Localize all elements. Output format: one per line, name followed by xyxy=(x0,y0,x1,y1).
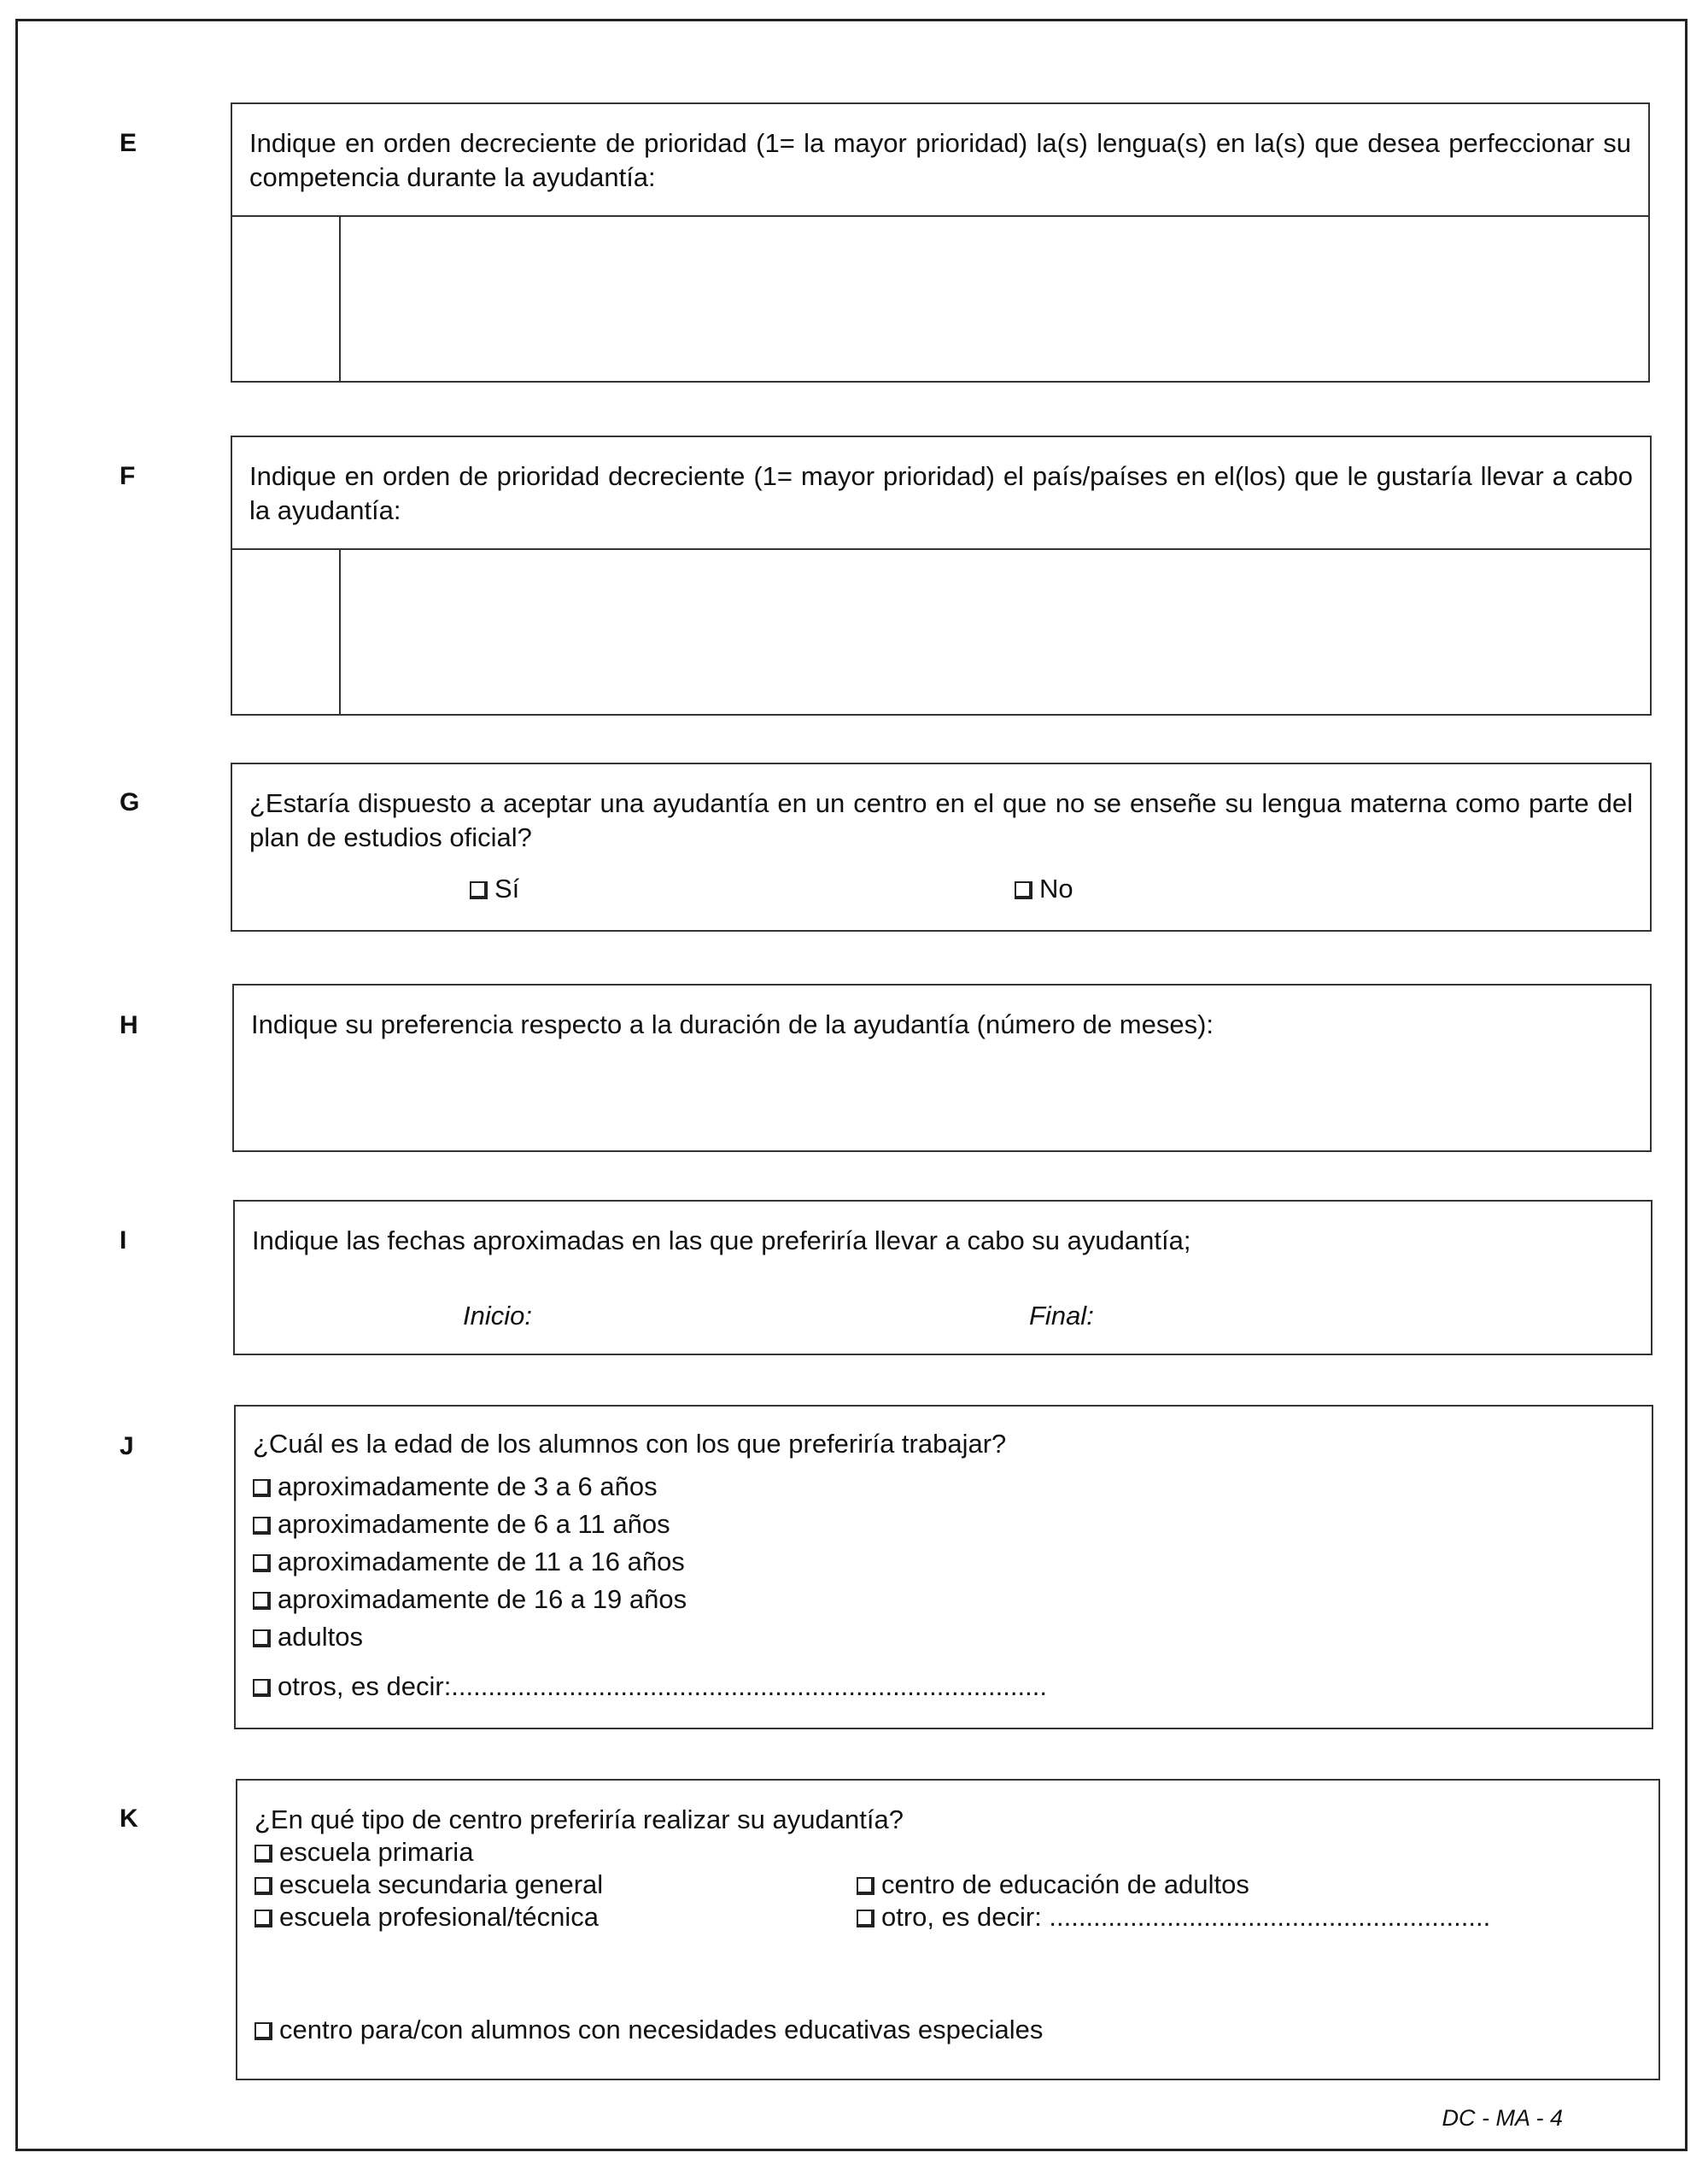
end-date-label: Final: xyxy=(1029,1301,1094,1331)
checkbox-icon[interactable] xyxy=(253,1479,271,1497)
checkbox-icon[interactable] xyxy=(857,1877,874,1895)
checkbox-icon[interactable] xyxy=(254,2022,272,2040)
option-other-age[interactable]: otros, es decir:................................................................................. xyxy=(253,1668,1047,1705)
option-other-centre[interactable]: otro, es decir: ............................................................ xyxy=(857,1900,1490,1934)
section-j-box xyxy=(234,1405,1653,1729)
checkbox-icon[interactable] xyxy=(857,1910,874,1927)
checkbox-icon[interactable] xyxy=(253,1679,271,1697)
option-general-secondary-school[interactable]: escuela secundaria general xyxy=(254,1868,603,1902)
checkbox-icon[interactable] xyxy=(470,881,488,899)
option-age-16-19[interactable]: aproximadamente de 16 a 19 años xyxy=(253,1581,687,1618)
option-age-11-16[interactable]: aproximadamente de 11 a 16 años xyxy=(253,1543,685,1581)
section-letter-e: E xyxy=(120,129,137,157)
section-letter-h: H xyxy=(120,1011,138,1039)
section-letter-j: J xyxy=(120,1432,134,1460)
option-vocational-school[interactable]: escuela profesional/técnica xyxy=(254,1900,599,1934)
page-footer-code: DC - MA - 4 xyxy=(1442,2105,1563,2131)
checkbox-icon[interactable] xyxy=(1015,881,1032,899)
checkbox-icon[interactable] xyxy=(254,1877,272,1895)
option-age-6-11[interactable]: aproximadamente de 6 a 11 años xyxy=(253,1506,670,1543)
section-k-question: ¿En qué tipo de centro preferiría realizar su ayudantía? xyxy=(254,1804,904,1834)
section-g-box xyxy=(231,763,1652,932)
option-special-needs-centre[interactable]: centro para/con alumnos con necesidades educativas especiales xyxy=(254,2013,1043,2047)
option-no[interactable]: No xyxy=(1015,870,1073,908)
checkbox-icon[interactable] xyxy=(253,1517,271,1535)
section-letter-f: F xyxy=(120,462,136,490)
section-g-question: ¿Estaría dispuesto a aceptar una ayudantía en un centro en el que no se enseñe su lengua materna como parte del plan de estudios oficial? xyxy=(249,788,1633,852)
section-h-box xyxy=(232,984,1652,1152)
section-e-language-cell[interactable] xyxy=(342,217,1648,381)
start-date-field[interactable] xyxy=(551,1296,892,1333)
option-primary-school[interactable]: escuela primaria xyxy=(254,1835,473,1869)
section-f-box xyxy=(231,436,1652,716)
checkbox-icon[interactable] xyxy=(254,1910,272,1927)
section-f-rank-column-divider xyxy=(339,548,341,714)
checkbox-icon[interactable] xyxy=(253,1629,271,1647)
option-adult-education-centre[interactable]: centro de educación de adultos xyxy=(857,1868,1249,1902)
section-f-rank-cell[interactable] xyxy=(232,550,339,714)
section-f-question: Indique en orden de prioridad decreciente (1= mayor prioridad) el país/países en el(los) que le gustaría llevar a cabo la ayudantía: xyxy=(249,461,1633,525)
end-date-field[interactable] xyxy=(1110,1296,1452,1333)
section-letter-g: G xyxy=(120,788,140,816)
section-e-rank-cell[interactable] xyxy=(232,217,339,381)
section-j-question: ¿Cuál es la edad de los alumnos con los que preferiría trabajar? xyxy=(253,1429,1007,1459)
checkbox-icon[interactable] xyxy=(254,1845,272,1863)
checkbox-icon[interactable] xyxy=(253,1592,271,1610)
option-si[interactable]: Sí xyxy=(470,870,519,908)
option-adults[interactable]: adultos xyxy=(253,1618,363,1656)
section-e-question: Indique en orden decreciente de prioridad (1= la mayor prioridad) la(s) lengua(s) en la(s) que desea perfeccionar su competencia durante la ayudantía: xyxy=(249,128,1631,192)
section-i-box xyxy=(233,1200,1652,1355)
checkbox-icon[interactable] xyxy=(253,1554,271,1572)
section-f-country-cell[interactable] xyxy=(342,550,1650,714)
duration-answer-area[interactable] xyxy=(251,1054,1633,1142)
option-age-3-6[interactable]: aproximadamente de 3 a 6 años xyxy=(253,1468,658,1506)
section-i-question: Indique las fechas aproximadas en las que preferiría llevar a cabo su ayudantía; xyxy=(252,1225,1191,1255)
section-e-box xyxy=(231,102,1650,383)
section-h-question: Indique su preferencia respecto a la duración de la ayudantía (número de meses): xyxy=(251,1009,1214,1039)
section-e-rank-column-divider xyxy=(339,215,341,381)
section-letter-k: K xyxy=(120,1804,138,1833)
section-k-box xyxy=(236,1779,1660,2080)
start-date-label: Inicio: xyxy=(463,1301,532,1331)
section-letter-i: I xyxy=(120,1226,127,1255)
